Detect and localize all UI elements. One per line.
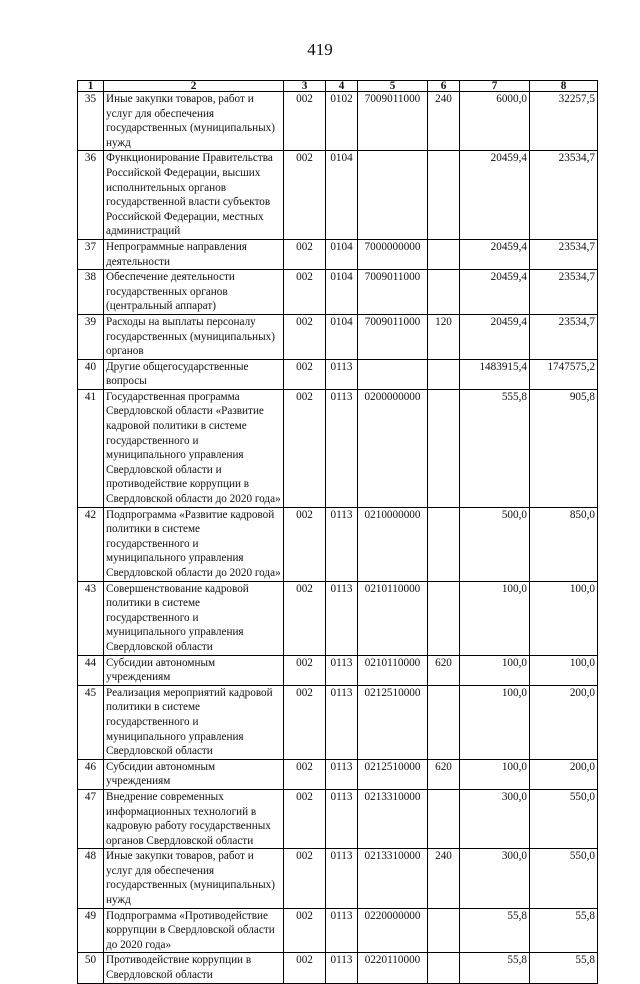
expense-name: Другие общегосударственные вопросы bbox=[104, 359, 284, 389]
section-code: 0113 bbox=[326, 908, 358, 953]
target-code: 0213310000 bbox=[358, 789, 428, 848]
expense-name: Непрограммные направления деятельности bbox=[104, 239, 284, 269]
expense-type-code bbox=[428, 953, 460, 983]
expense-type-code: 620 bbox=[428, 759, 460, 789]
budget-table bbox=[77, 80, 598, 984]
expense-name: Функционирование Правительства Российской Федерации, высших исполнительных органов государственной власти субъектов Российской Федерации, местных администраций bbox=[104, 151, 284, 240]
table-row bbox=[78, 389, 598, 507]
table-row bbox=[78, 151, 598, 240]
section-code: 0113 bbox=[326, 953, 358, 983]
col-header-2: 2 bbox=[104, 81, 284, 92]
amount-col8: 55,8 bbox=[530, 908, 598, 953]
table-row bbox=[78, 239, 598, 269]
admin-code: 002 bbox=[284, 759, 326, 789]
section-code: 0113 bbox=[326, 581, 358, 655]
expense-type-code bbox=[428, 270, 460, 315]
row-number: 47 bbox=[78, 789, 104, 848]
row-number: 35 bbox=[78, 92, 104, 151]
target-code: 0220110000 bbox=[358, 953, 428, 983]
col-header-1: 1 bbox=[78, 81, 104, 92]
amount-col7: 6000,0 bbox=[460, 92, 530, 151]
row-number: 40 bbox=[78, 359, 104, 389]
amount-col8: 32257,5 bbox=[530, 92, 598, 151]
expense-type-code: 240 bbox=[428, 92, 460, 151]
expense-name: Субсидии автономным учреждениям bbox=[104, 655, 284, 685]
amount-col8: 850,0 bbox=[530, 507, 598, 581]
row-number: 37 bbox=[78, 239, 104, 269]
row-number: 46 bbox=[78, 759, 104, 789]
row-number: 43 bbox=[78, 581, 104, 655]
expense-name: Совершенствование кадровой политики в системе государственного и муниципального управления Свердловской области bbox=[104, 581, 284, 655]
expense-name: Подпрограмма «Противодействие коррупции в Свердловской области до 2020 года» bbox=[104, 908, 284, 953]
admin-code: 002 bbox=[284, 359, 326, 389]
admin-code: 002 bbox=[284, 789, 326, 848]
expense-name: Иные закупки товаров, работ и услуг для обеспечения государственных (муниципальных) нужд bbox=[104, 92, 284, 151]
col-header-7: 7 bbox=[460, 81, 530, 92]
target-code: 0212510000 bbox=[358, 685, 428, 759]
page-number: 419 bbox=[307, 40, 333, 59]
table-row bbox=[78, 314, 598, 359]
expense-type-code bbox=[428, 239, 460, 269]
amount-col8: 905,8 bbox=[530, 389, 598, 507]
target-code: 0210000000 bbox=[358, 507, 428, 581]
target-code: 0210110000 bbox=[358, 655, 428, 685]
section-code: 0113 bbox=[326, 685, 358, 759]
row-number: 39 bbox=[78, 314, 104, 359]
target-code bbox=[358, 151, 428, 240]
admin-code: 002 bbox=[284, 239, 326, 269]
expense-name: Противодействие коррупции в Свердловской области bbox=[104, 953, 284, 983]
section-code: 0102 bbox=[326, 92, 358, 151]
amount-col7: 55,8 bbox=[460, 953, 530, 983]
target-code: 0220000000 bbox=[358, 908, 428, 953]
amount-col8: 100,0 bbox=[530, 655, 598, 685]
section-code: 0104 bbox=[326, 314, 358, 359]
table-row bbox=[78, 581, 598, 655]
expense-type-code: 620 bbox=[428, 655, 460, 685]
amount-col7: 20459,4 bbox=[460, 270, 530, 315]
target-code: 7009011000 bbox=[358, 92, 428, 151]
amount-col8: 550,0 bbox=[530, 849, 598, 908]
admin-code: 002 bbox=[284, 849, 326, 908]
row-number: 38 bbox=[78, 270, 104, 315]
amount-col7: 300,0 bbox=[460, 849, 530, 908]
expense-type-code bbox=[428, 151, 460, 240]
amount-col8: 23534,7 bbox=[530, 239, 598, 269]
amount-col8: 23534,7 bbox=[530, 270, 598, 315]
section-code: 0113 bbox=[326, 507, 358, 581]
expense-type-code bbox=[428, 685, 460, 759]
target-code: 7000000000 bbox=[358, 239, 428, 269]
col-header-8: 8 bbox=[530, 81, 598, 92]
col-header-5: 5 bbox=[358, 81, 428, 92]
admin-code: 002 bbox=[284, 908, 326, 953]
amount-col8: 200,0 bbox=[530, 759, 598, 789]
table-header-row bbox=[78, 81, 598, 92]
expense-name: Внедрение современных информационных технологий в кадровую работу государственных органов Свердловской области bbox=[104, 789, 284, 848]
row-number: 44 bbox=[78, 655, 104, 685]
amount-col7: 1483915,4 bbox=[460, 359, 530, 389]
amount-col7: 55,8 bbox=[460, 908, 530, 953]
amount-col7: 300,0 bbox=[460, 789, 530, 848]
target-code: 0210110000 bbox=[358, 581, 428, 655]
amount-col7: 20459,4 bbox=[460, 151, 530, 240]
admin-code: 002 bbox=[284, 151, 326, 240]
table-row bbox=[78, 359, 598, 389]
expense-name: Иные закупки товаров, работ и услуг для обеспечения государственных (муниципальных) нужд bbox=[104, 849, 284, 908]
col-header-4: 4 bbox=[326, 81, 358, 92]
expense-name: Расходы на выплаты персоналу государственных (муниципальных) органов bbox=[104, 314, 284, 359]
target-code: 7009011000 bbox=[358, 314, 428, 359]
amount-col8: 550,0 bbox=[530, 789, 598, 848]
row-number: 41 bbox=[78, 389, 104, 507]
admin-code: 002 bbox=[284, 953, 326, 983]
admin-code: 002 bbox=[284, 581, 326, 655]
expense-type-code bbox=[428, 507, 460, 581]
expense-type-code bbox=[428, 789, 460, 848]
expense-type-code bbox=[428, 908, 460, 953]
section-code: 0113 bbox=[326, 389, 358, 507]
amount-col8: 55,8 bbox=[530, 953, 598, 983]
expense-name: Подпрограмма «Развитие кадровой политики в системе государственного и муниципального управления Свердловской области до 2020 года» bbox=[104, 507, 284, 581]
table-row bbox=[78, 953, 598, 983]
amount-col7: 100,0 bbox=[460, 759, 530, 789]
amount-col8: 23534,7 bbox=[530, 314, 598, 359]
admin-code: 002 bbox=[284, 507, 326, 581]
expense-name: Реализация мероприятий кадровой политики в системе государственного и муниципального управления Свердловской области bbox=[104, 685, 284, 759]
section-code: 0113 bbox=[326, 759, 358, 789]
target-code bbox=[358, 359, 428, 389]
admin-code: 002 bbox=[284, 389, 326, 507]
expense-type-code bbox=[428, 389, 460, 507]
row-number: 48 bbox=[78, 849, 104, 908]
section-code: 0113 bbox=[326, 789, 358, 848]
table-row bbox=[78, 92, 598, 151]
admin-code: 002 bbox=[284, 314, 326, 359]
row-number: 49 bbox=[78, 908, 104, 953]
section-code: 0113 bbox=[326, 359, 358, 389]
expense-type-code bbox=[428, 359, 460, 389]
table-row bbox=[78, 507, 598, 581]
row-number: 50 bbox=[78, 953, 104, 983]
table-row bbox=[78, 849, 598, 908]
section-code: 0113 bbox=[326, 849, 358, 908]
expense-name: Обеспечение деятельности государственных органов (центральный аппарат) bbox=[104, 270, 284, 315]
table-row bbox=[78, 759, 598, 789]
table-body bbox=[78, 92, 598, 984]
table-row bbox=[78, 655, 598, 685]
amount-col7: 555,8 bbox=[460, 389, 530, 507]
amount-col7: 100,0 bbox=[460, 685, 530, 759]
admin-code: 002 bbox=[284, 92, 326, 151]
target-code: 0212510000 bbox=[358, 759, 428, 789]
section-code: 0104 bbox=[326, 151, 358, 240]
amount-col8: 100,0 bbox=[530, 581, 598, 655]
col-header-6: 6 bbox=[428, 81, 460, 92]
admin-code: 002 bbox=[284, 270, 326, 315]
target-code: 7009011000 bbox=[358, 270, 428, 315]
expense-type-code: 240 bbox=[428, 849, 460, 908]
target-code: 0200000000 bbox=[358, 389, 428, 507]
amount-col8: 23534,7 bbox=[530, 151, 598, 240]
col-header-3: 3 bbox=[284, 81, 326, 92]
row-number: 45 bbox=[78, 685, 104, 759]
expense-name: Государственная программа Свердловской области «Развитие кадровой политики в системе государственного и муниципального управления Свердловской области и противодействие коррупции в Свердловской области до 2020 года» bbox=[104, 389, 284, 507]
amount-col7: 100,0 bbox=[460, 655, 530, 685]
amount-col7: 20459,4 bbox=[460, 314, 530, 359]
amount-col7: 20459,4 bbox=[460, 239, 530, 269]
admin-code: 002 bbox=[284, 685, 326, 759]
section-code: 0113 bbox=[326, 655, 358, 685]
row-number: 42 bbox=[78, 507, 104, 581]
section-code: 0104 bbox=[326, 239, 358, 269]
table-row bbox=[78, 789, 598, 848]
expense-name: Субсидии автономным учреждениям bbox=[104, 759, 284, 789]
section-code: 0104 bbox=[326, 270, 358, 315]
amount-col7: 500,0 bbox=[460, 507, 530, 581]
table-row bbox=[78, 685, 598, 759]
amount-col8: 1747575,2 bbox=[530, 359, 598, 389]
expense-type-code: 120 bbox=[428, 314, 460, 359]
row-number: 36 bbox=[78, 151, 104, 240]
table-row bbox=[78, 908, 598, 953]
expense-type-code bbox=[428, 581, 460, 655]
table-row bbox=[78, 270, 598, 315]
amount-col7: 100,0 bbox=[460, 581, 530, 655]
amount-col8: 200,0 bbox=[530, 685, 598, 759]
admin-code: 002 bbox=[284, 655, 326, 685]
target-code: 0213310000 bbox=[358, 849, 428, 908]
